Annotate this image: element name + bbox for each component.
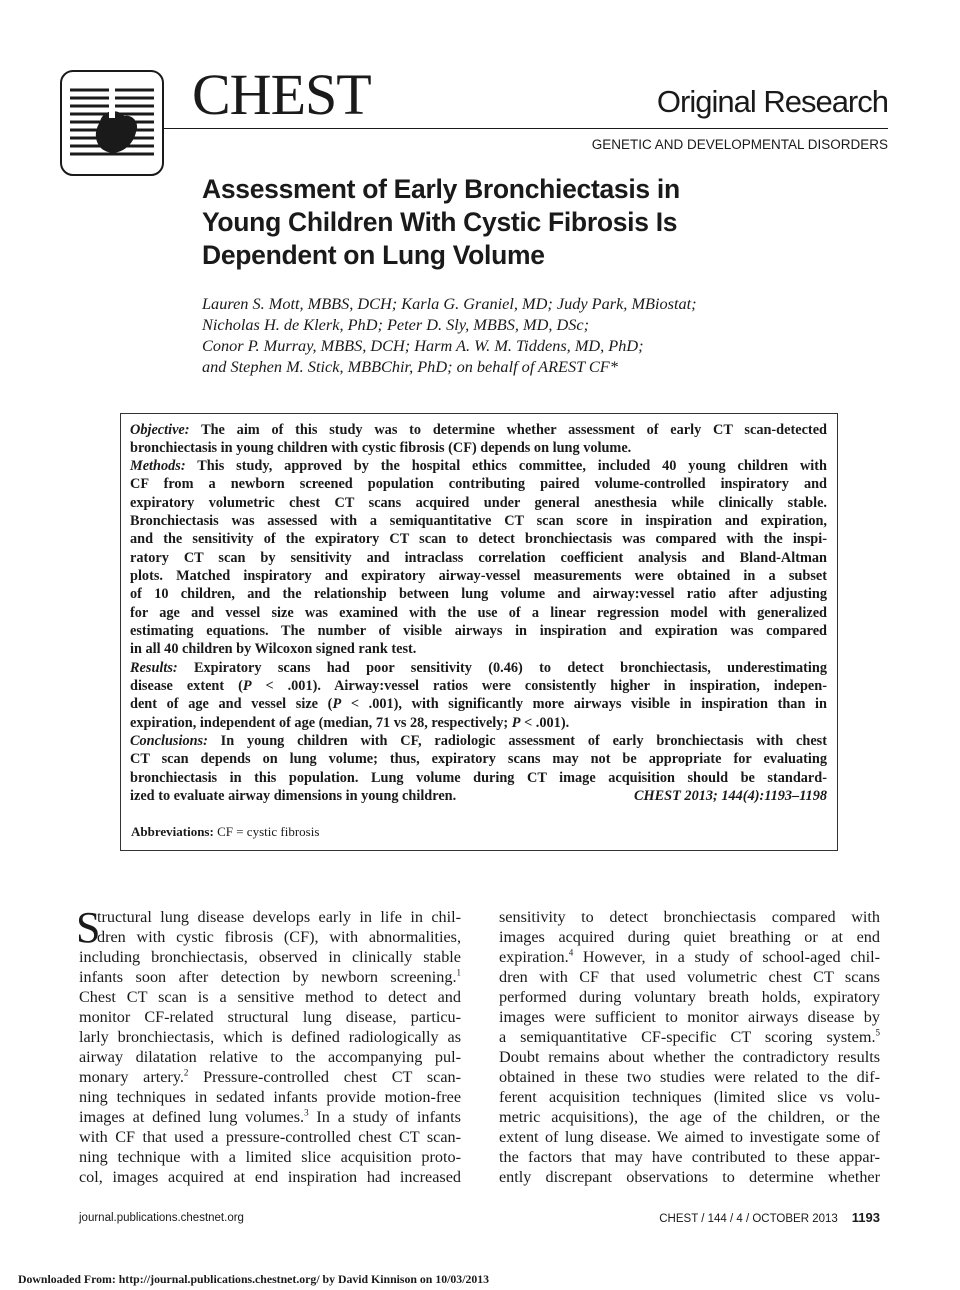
abstract-line: dent of age and vessel size (P < .001), with significantly more airways visible in inspiration than in bbox=[130, 696, 827, 712]
body-line: extent of lung disease. We aimed to investigate some of bbox=[499, 1128, 880, 1146]
body-line: including bronchiectasis, observed in clinically stable bbox=[79, 948, 461, 966]
abstract-line: expiratory volumetric chest CT scans acquired under general anesthesia while clinically stable. bbox=[130, 495, 827, 511]
abstract-line: for age and vessel size was examined with the use of a linear regression model with generalized bbox=[130, 605, 827, 621]
abstract-line: disease extent (P < .001). Airway:vessel ratios were consistently higher in inspiration, indepen- bbox=[130, 678, 827, 694]
body-line: ning techniques in sedated infants provide motion-free bbox=[79, 1088, 461, 1106]
body-line: dren with CF that used volumetric chest CT scans bbox=[499, 968, 880, 986]
title-line: Young Children With Cystic Fibrosis Is bbox=[202, 207, 678, 237]
abstract-line: plots. Matched inspiratory and expiratory airway-vessel measurements were obtained in a subset bbox=[130, 568, 827, 584]
body-line: tructural lung disease develops early in life in chil- bbox=[97, 908, 461, 926]
subsection-label: GENETIC AND DEVELOPMENTAL DISORDERS bbox=[591, 137, 888, 152]
methods-heading: Methods: bbox=[130, 458, 186, 474]
title-line: Dependent on Lung Volume bbox=[202, 240, 545, 270]
body-line: images were sufficient to monitor airways disease by bbox=[499, 1008, 880, 1026]
abstract-line: and the sensitivity of the expiratory CT scan to detect bronchiectasis was compared with the inspi- bbox=[130, 531, 827, 547]
body-line: expiration.$^4$ However, in a study of school-aged chil- bbox=[499, 947, 880, 966]
body-line: airway dilatation relative to the accompanying pul- bbox=[79, 1048, 461, 1066]
body-line: performed during voluntary breath holds, expiratory bbox=[499, 988, 880, 1006]
section-label: Original Research bbox=[656, 84, 888, 119]
body-line: obtained in these two studies were related to the dif- bbox=[499, 1068, 880, 1086]
abstract-line: in all 40 children by Wilcoxon signed rank test. bbox=[130, 641, 417, 657]
journal-name: CHEST bbox=[192, 62, 371, 127]
chest-logo bbox=[60, 70, 164, 176]
abstract-line: ized to evaluate airway dimensions in young children. CHEST 2013; 144(4):1193–1198 bbox=[130, 788, 827, 804]
title-line: Assessment of Early Bronchiectasis in bbox=[202, 174, 680, 204]
body-line: larly bronchiectasis, which is defined radiologically as bbox=[79, 1028, 461, 1046]
download-notice: Downloaded From: http://journal.publications.chestnet.org/ by David Kinnison on 10/03/2013 bbox=[18, 1272, 490, 1286]
body-line: with CF that used a pressure-controlled chest CT scan- bbox=[79, 1128, 461, 1146]
page-number: 1193 bbox=[851, 1210, 880, 1225]
body-line: col, images acquired at end inspiration had increased bbox=[79, 1168, 461, 1186]
objective-heading: Objective: bbox=[130, 422, 190, 438]
abbreviations: Abbreviations: CF = cystic fibrosis bbox=[131, 824, 320, 839]
drop-cap: S bbox=[76, 903, 101, 952]
abstract-line: Conclusions: In young children with CF, radiologic assessment of early bronchiectasis with chest bbox=[130, 733, 827, 749]
journal-url: journal.publications.chestnet.org bbox=[79, 1212, 244, 1224]
abstract-line: bronchiectasis in young children with cystic fibrosis (CF) depends on lung volume. bbox=[130, 440, 632, 456]
abstract-line: Results: Expiratory scans had poor sensitivity (0.46) to detect bronchiectasis, underestimating bbox=[130, 660, 827, 676]
article-title bbox=[202, 173, 842, 272]
author-line: Conor P. Murray, MBBS, DCH; Harm A. W. M. Tiddens, MD, PhD; bbox=[202, 336, 644, 355]
body-line: ently discrepant observations to determine whether bbox=[499, 1168, 880, 1186]
abstract-line: ratory CT scan by sensitivity and intraclass correlation coefficient analysis and Bland-Altman bbox=[130, 550, 827, 566]
body-line: Chest CT scan is a sensitive method to detect and bbox=[79, 988, 461, 1006]
abstract-line: Objective: The aim of this study was to determine whether assessment of early CT scan-detected bbox=[130, 422, 827, 438]
results-heading: Results: bbox=[130, 660, 178, 676]
body-line: images at defined lung volumes.$^3$ In a study of infants bbox=[79, 1107, 461, 1126]
body-line: the factors that may have contributed to these appar- bbox=[499, 1148, 880, 1166]
body-line: Doubt remains about whether the contradictory results bbox=[499, 1048, 880, 1066]
abstract-line: of 10 children, and the relationship between lung volume and airway:vessel ratio after adjusting bbox=[130, 586, 827, 602]
body-line: infants soon after detection by newborn screening.$^1$ bbox=[79, 967, 461, 986]
author-line: Lauren S. Mott, MBBS, DCH; Karla G. Graniel, MD; Judy Park, MBiostat; bbox=[202, 294, 697, 313]
author-line: and Stephen M. Stick, MBBChir, PhD; on behalf of AREST CF* bbox=[202, 357, 618, 376]
abstract-line: estimating equations. The number of visible airways in inspiration and expiration was compared bbox=[130, 623, 827, 639]
abstract-line: CF from a newborn screened population contributing paired volume-controlled inspiratory and bbox=[130, 476, 827, 492]
body-line: monary artery.$^2$ Pressure-controlled chest CT scan- bbox=[79, 1067, 462, 1086]
abstract-line: CT scan depends on lung volume; thus, expiratory scans may not be appropriate for evaluating bbox=[130, 751, 827, 767]
author-list bbox=[202, 293, 697, 377]
citation: CHEST 2013; 144(4):1193–1198 bbox=[633, 788, 827, 804]
body-line: images acquired during quiet breathing or at end bbox=[499, 928, 880, 946]
body-line: ning technique with a limited slice acquisition proto- bbox=[79, 1148, 461, 1166]
body-line: metric acquisitions), the age of the children, or the bbox=[499, 1108, 880, 1126]
author-line: Nicholas H. de Klerk, PhD; Peter D. Sly, MBBS, MD, DSc; bbox=[202, 315, 590, 334]
header-rule bbox=[164, 128, 888, 129]
body-line: ferent acquisition techniques (limited slice vs volu- bbox=[499, 1088, 880, 1106]
issue-info: CHEST / 144 / 4 / OCTOBER 2013 1193 bbox=[659, 1210, 880, 1225]
abstract-line: Methods: This study, approved by the hospital ethics committee, included 40 young children with bbox=[130, 458, 827, 474]
abstract-line: bronchiectasis in this population. Lung volume during CT image acquisition should be standard- bbox=[130, 770, 827, 786]
conclusions-heading: Conclusions: bbox=[130, 733, 208, 749]
body-line: sensitivity to detect bronchiectasis compared with bbox=[499, 908, 880, 926]
abstract-line: Bronchiectasis was assessed with a semiquantitative CT scan score in inspiration and expiration, bbox=[130, 513, 827, 529]
body-line: monitor CF-related structural lung disease, particu- bbox=[79, 1008, 461, 1026]
body-line: dren with cystic fibrosis (CF), with abnormalities, bbox=[97, 928, 461, 946]
abstract-line: expiration, independent of age (median, 71 vs 28, respectively; P < .001). bbox=[130, 715, 570, 731]
body-line: a semiquantitative CF-specific CT scoring system.$^5$ bbox=[499, 1027, 880, 1046]
